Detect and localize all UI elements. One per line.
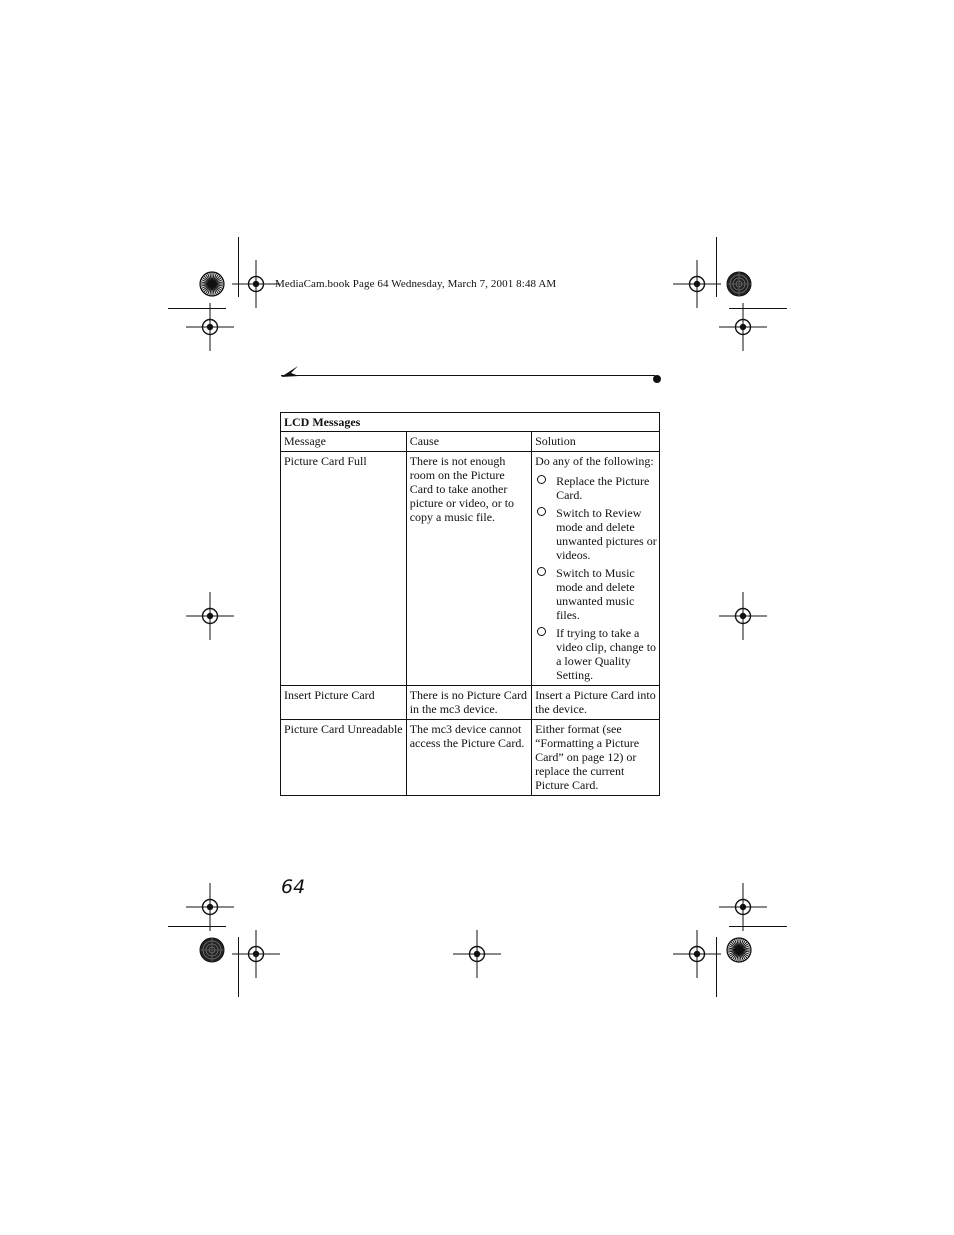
solution-cell xyxy=(532,452,660,686)
table-row xyxy=(281,452,660,686)
circle-bullet-icon xyxy=(537,627,546,636)
table-title-row xyxy=(281,413,660,432)
circle-bullet-icon xyxy=(537,475,546,484)
column-header-cause: Cause xyxy=(406,432,531,452)
table-row xyxy=(281,720,660,796)
cause-cell: The mc3 device cannot access the Picture Card. xyxy=(406,720,531,796)
solution-list xyxy=(535,474,657,682)
message-cell: Picture Card Full xyxy=(281,452,407,686)
list-item-text: If trying to take a video clip, change to a lower Quality Setting. xyxy=(556,626,657,682)
list-item xyxy=(535,506,657,562)
list-item-text: Switch to Music mode and delete unwanted music files. xyxy=(556,566,635,622)
list-item xyxy=(535,566,657,622)
list-item-text: Replace the Picture Card. xyxy=(556,474,650,502)
solution-intro: Do any of the following: xyxy=(535,454,654,468)
list-item xyxy=(535,474,657,502)
list-item-text: Switch to Review mode and delete unwanted pictures or videos. xyxy=(556,506,657,562)
column-header-message: Message xyxy=(281,432,407,452)
message-cell: Insert Picture Card xyxy=(281,686,407,720)
solution-cell: Either format (see “Formatting a Picture Card” on page 12) or replace the current Picture Card. xyxy=(532,720,660,796)
page-number: 64 xyxy=(281,876,306,898)
table-row xyxy=(281,686,660,720)
cause-cell: There is not enough room on the Picture Card to take another picture or video, or to copy a music file. xyxy=(406,452,531,686)
circle-bullet-icon xyxy=(537,507,546,516)
cause-cell: There is no Picture Card in the mc3 device. xyxy=(406,686,531,720)
column-header-solution: Solution xyxy=(532,432,660,452)
circle-bullet-icon xyxy=(537,567,546,576)
lcd-messages-table xyxy=(280,412,660,796)
message-cell: Picture Card Unreadable xyxy=(281,720,407,796)
table-title: LCD Messages xyxy=(281,413,660,432)
list-item xyxy=(535,626,657,682)
print-slug: MediaCam.book Page 64 Wednesday, March 7, 2001 8:48 AM xyxy=(275,278,557,290)
solution-cell: Insert a Picture Card into the device. xyxy=(532,686,660,720)
table-header-row xyxy=(281,432,660,452)
header-rule xyxy=(281,375,655,376)
